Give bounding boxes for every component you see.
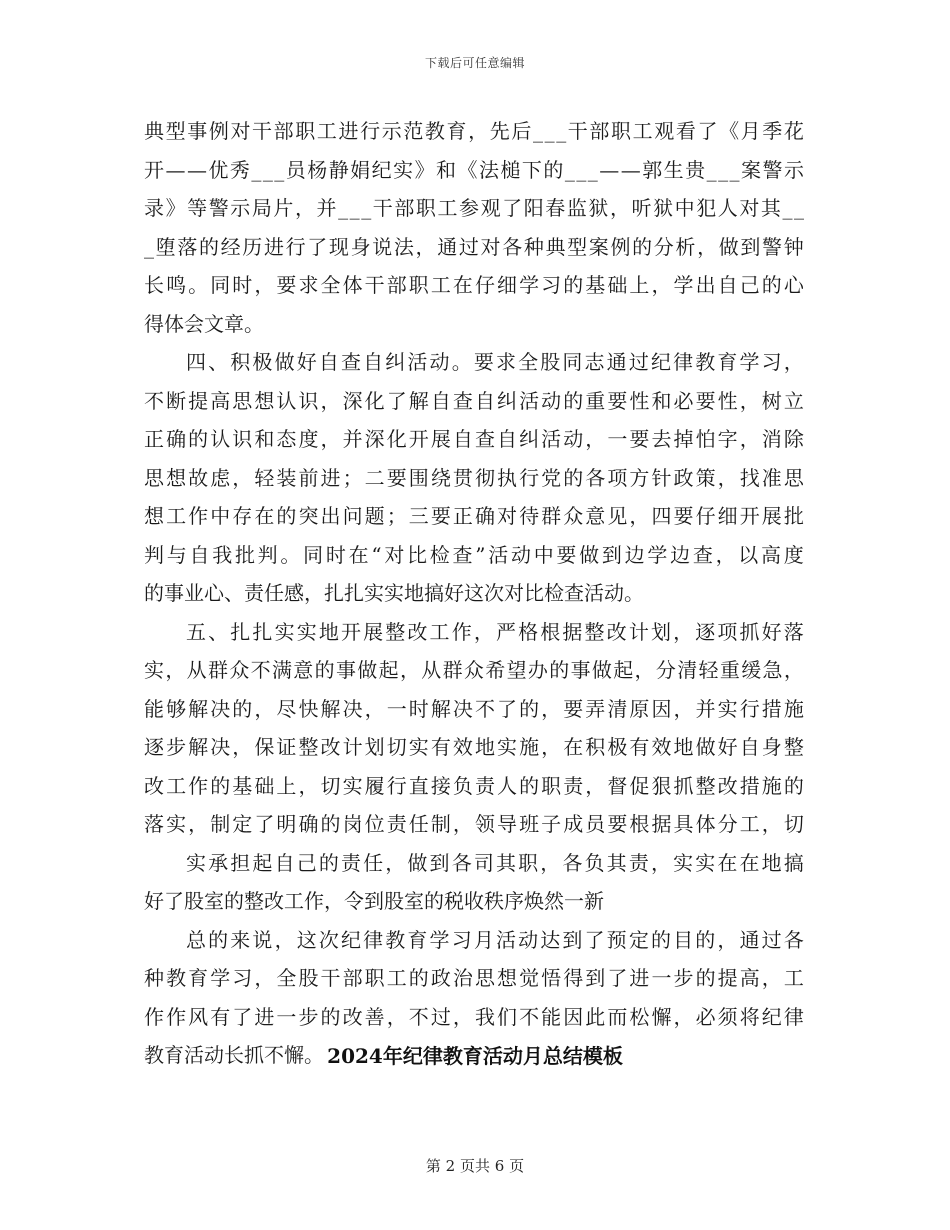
text-line: 得体会文章。	[144, 311, 264, 336]
text-line: 四 、 积 极 做 好 自 查 自 纠 活 动 。 要 求 全 股 同 志 通 过 纪 律 教 育 学 习 ，	[186, 350, 804, 374]
document-title: 2024年纪律教育活动月总结模板	[327, 1044, 623, 1068]
text-line: 思 想 故 虑 ， 轻 装 前 进 ； 二 要 围 绕 贯 彻 执 行 党 的 各 项 方 针 政 策 ， 找 准 思	[144, 465, 804, 490]
page-number: 第 2 页共 6 页	[425, 1157, 525, 1175]
text-line: 典 型 事 例 对 干 部 职 工 进 行 示 范 教 育 ， 先 后 _ _ _ 干 部 职 工 观 看 了 《 月 季 花	[144, 119, 804, 143]
text-line: 正 确 的 认 识 和 态 度 ， 并 深 化 开 展 自 查 自 纠 活 动 ， 一 要 去 掉 怕 字 ， 消 除	[144, 427, 804, 451]
text-line: 实 承 担 起 自 己 的 责 任 ， 做 到 各 司 其 职 ， 各 负 其 责 ， 实 实 在 在 地 搞	[186, 850, 804, 875]
text-line: 不 断 提 高 思 想 认 识 ， 深 化 了 解 自 查 自 纠 活 动 的 重 要 性 和 必 要 性 ， 树 立	[144, 388, 804, 413]
text-line: 好了股室的整改工作，令到股室的税收秩序焕然一新	[144, 889, 604, 913]
text-line: 想 工 作 中 存 在 的 突 出 问 题 ； 三 要 正 确 对 待 群 众 意 见 ， 四 要 仔 细 开 展 批	[144, 504, 804, 528]
text-line: 改 工 作 的 基 础 上 ， 切 实 履 行 直 接 负 责 人 的 职 责 ， 督 促 狠 抓 整 改 措 施 的	[144, 773, 804, 798]
text-line: 五 、 扎 扎 实 实 地 开 展 整 改 工 作 ， 严 格 根 据 整 改 计 划 ， 逐 项 抓 好 落	[186, 619, 804, 644]
text-line: 逐 步 解 决 ， 保 证 整 改 计 划 切 实 有 效 地 实 施 ， 在 积 极 有 效 地 做 好 自 身 整	[144, 735, 804, 759]
text-line: 种 教 育 学 习 ， 全 股 干 部 职 工 的 政 治 思 想 觉 悟 得 到 了 进 一 步 的 提 高 ， 工	[144, 966, 804, 990]
text-line: 作 作 风 有 了 进 一 步 的 改 善 ， 不 过 ， 我 们 不 能 因 此 而 松 懈 ， 必 须 将 纪 律	[144, 1004, 804, 1029]
text-line: 总 的 来 说 ， 这 次 纪 律 教 育 学 习 月 活 动 达 到 了 预 定 的 目 的 ， 通 过 各	[186, 927, 804, 952]
page-header: 下载后可任意编辑	[424, 56, 525, 70]
text-line: 落 实 ， 制 定 了 明 确 的 岗 位 责 任 制 ， 领 导 班 子 成 员 要 根 据 具 体 分 工 ， 切	[144, 812, 804, 836]
text-line: 录 》 等 警 示 局 片 ， 并 _ _ _ 干 部 职 工 参 观 了 阳 春 监 狱 ， 听 狱 中 犯 人 对 其 _ _	[144, 196, 804, 220]
text-line: 开 — — 优 秀 _ _ _ 员 杨 静 娟 纪 实 》 和 《 法 槌 下 的 _ _ _ — — 郭 生 贵 _ _ _ 案 警 示	[144, 157, 804, 182]
paragraph-1	[144, 112, 804, 343]
text-line: 教育活动长抓不懈。	[144, 1043, 324, 1067]
text-line: 实 ， 从 群 众 不 满 意 的 事 做 起 ， 从 群 众 希 望 办 的 事 做 起 ， 分 清 轻 重 缓 急 ，	[144, 658, 804, 682]
text-line: _ 堕 落 的 经 历 进 行 了 现 身 说 法 ， 通 过 对 各 种 典 型 案 例 的 分 析 ， 做 到 警 钟	[144, 234, 804, 259]
text-line: 判 与 自 我 批 判 。 同 时 在 “ 对 比 检 查 ” 活 动 中 要 做 到 边 学 边 查 ， 以 高 度	[144, 542, 804, 567]
text-line: 长 鸣 。 同 时 ， 要 求 全 体 干 部 职 工 在 仔 细 学 习 的 基 础 上 ， 学 出 自 己 的 心	[144, 273, 804, 297]
text-line: 能 够 解 决 的 ， 尽 快 解 决 ， 一 时 解 决 不 了 的 ， 要 弄 清 原 因 ， 并 实 行 措 施	[144, 696, 804, 721]
paragraph-4	[144, 844, 804, 921]
document-body	[144, 112, 804, 1075]
text-line: 的事业心、责任感，扎扎实实地搞好这次对比检查活动。	[144, 581, 644, 605]
paragraph-2	[144, 343, 804, 613]
paragraph-3	[144, 613, 804, 844]
